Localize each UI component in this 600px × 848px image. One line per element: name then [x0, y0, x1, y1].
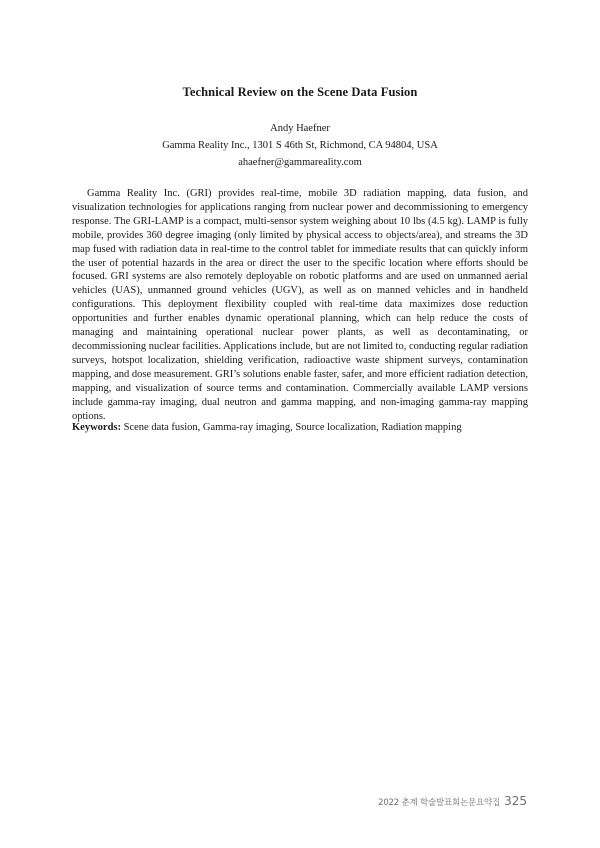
abstract-body: Gamma Reality Inc. (GRI) provides real-time, mobile 3D radiation mapping, data fusion, and visualization technologies for applications ranging from nuclear power and decommissioning to emergency response. The GRI-LAMP is a compact, multi-sensor system weighing about 10 lbs (4.5 kg). LAMP is fully mobile, provides 360 degree imaging (only limited by physical access to objects/area), and streams the 3D map fused with radiation data in real-time to the control tablet for immediate results that can quickly inform the user of potential hazards in the area or direct the user to the specific location where efforts should be focused. GRI systems are also remotely deployable on robotic platforms and are used on unmanned aerial vehicles (UAS), unmanned ground vehicles (UGV), as well as on manned vehicles and in handheld configurations. This deployment flexibility coupled with real-time data maximizes dose reduction opportunities and further enables dynamic operational planning, which can help reduce the costs of managing and maintaining operational nuclear power plants, as well as decontaminating, or decommissioning nuclear facilities. Applications include, but are not limited to, conducting regular radiation surveys, hotspot localization, shielding verification, radioactive waste shipment surveys, contamination mapping, and dose measurement. GRI’s solutions enable faster, safer, and more efficient radiation detection, mapping, and visualization of source terms and contamination. Commercially available LAMP versions include gamma-ray imaging, dual neutron and gamma mapping, and non-imaging gamma-ray mapping options.	[72, 188, 528, 422]
proceedings-title: 2022 춘계 학술발표회논문요약집	[378, 798, 501, 808]
keywords-label: Keywords:	[72, 422, 121, 433]
author-name: Andy Haefner	[270, 123, 330, 134]
paper-title: Technical Review on the Scene Data Fusion	[182, 85, 418, 99]
author-email: ahaefner@gammareality.com	[238, 157, 362, 168]
page-number: 325	[504, 794, 527, 808]
page-footer	[378, 790, 527, 809]
author-affiliation: Gamma Reality Inc., 1301 S 46th St, Richmond, CA 94804, USA	[162, 140, 438, 151]
keywords-text: Scene data fusion, Gamma-ray imaging, Source localization, Radiation mapping	[123, 422, 462, 433]
keywords-line	[72, 421, 528, 435]
